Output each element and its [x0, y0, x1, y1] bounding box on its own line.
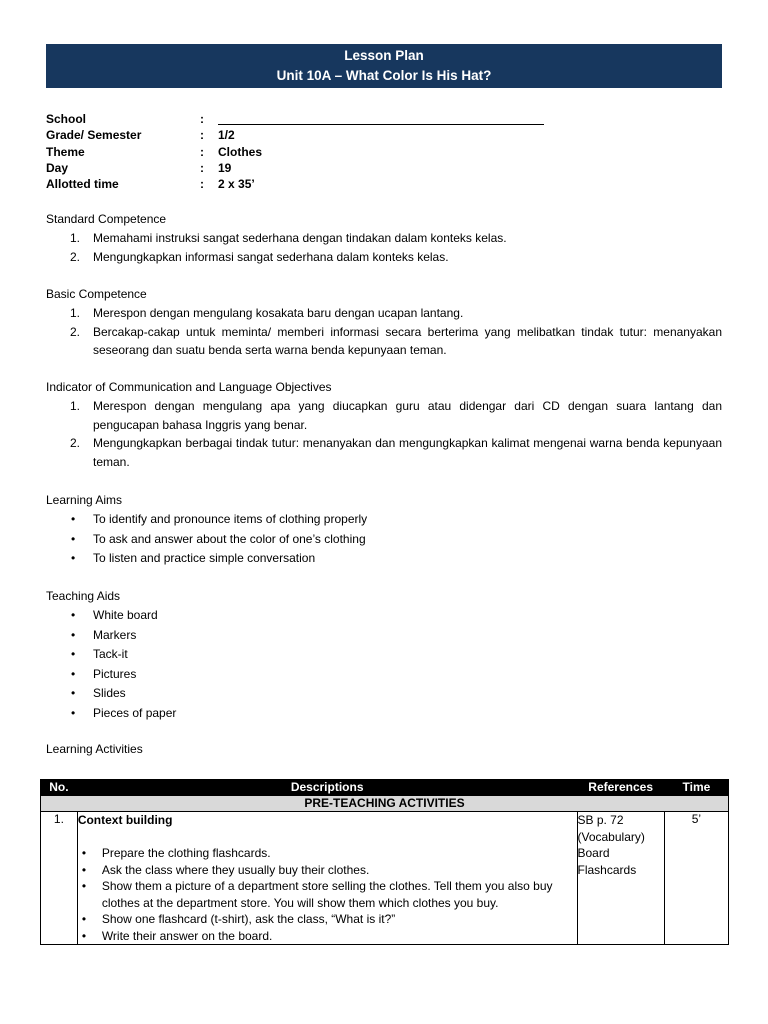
standard-competence-section [46, 210, 722, 266]
bullet-icon: • [81, 912, 87, 926]
bullet-icon: • [81, 928, 87, 943]
bullet-icon: • [81, 846, 87, 860]
info-value: 19 [218, 160, 232, 175]
list-text: Show one flashcard (t-shirt), ask the class, “What is it?” [101, 912, 396, 926]
info-colon: : [200, 128, 204, 143]
list-item [46, 645, 722, 665]
list-item [78, 911, 577, 928]
list-text: Merespon dengan mengulang apa yang diucapkan guru atau didengar dari CD dengan suara lantang dan pengucapan bahasa Inggris yang benar. [93, 399, 722, 432]
list-number: 1. [70, 306, 81, 320]
bullet-icon: • [71, 666, 76, 681]
info-label: Allotted time [46, 177, 119, 192]
reference-item: (Vocabulary) [577, 829, 645, 844]
info-block [46, 111, 566, 192]
info-colon: : [200, 144, 204, 159]
info-label: Grade/ Semester [46, 128, 142, 143]
bullet-icon: • [71, 512, 76, 526]
table-row [41, 812, 729, 945]
list-item [46, 530, 722, 550]
section-title: Learning Activities [46, 742, 143, 756]
activity-title: Context building [77, 813, 173, 827]
list-item [78, 845, 577, 862]
bullet-icon: • [71, 705, 76, 720]
list-text: Pictures [93, 666, 137, 681]
info-label: Theme [46, 144, 85, 159]
info-colon: : [200, 177, 204, 192]
bullet-icon: • [71, 531, 76, 546]
list-item [78, 862, 577, 879]
indicator-section [46, 378, 722, 471]
info-colon: : [200, 160, 204, 175]
list-item [46, 626, 722, 646]
header-no: No. [41, 780, 78, 796]
row-description [77, 812, 577, 945]
list-item [46, 606, 722, 626]
info-row-theme [46, 144, 566, 160]
list-text: Merespon dengan mengulang kosakata baru dengan ucapan lantang. [93, 306, 464, 320]
list-text: To listen and practice simple conversation [93, 551, 316, 565]
list-text: Markers [93, 627, 137, 642]
list-text: Memahami instruksi sangat sederhana dengan tindakan dalam konteks kelas. [93, 231, 507, 245]
list-item [46, 549, 722, 569]
header-time: Time [664, 780, 728, 796]
list-text: To ask and answer about the color of one’s clothing [93, 531, 366, 546]
pre-teaching-heading: PRE-TEACHING ACTIVITIES [41, 796, 729, 812]
list-text: Show them a picture of a department store selling the clothes. Tell them you also buy clothes at the department store. You will show them which clothes you buy. [101, 879, 553, 910]
section-title: Learning Aims [46, 493, 123, 507]
table-header-row [41, 780, 729, 796]
list-text: Slides [93, 686, 126, 700]
section-title: Teaching Aids [46, 589, 121, 603]
row-references [577, 812, 664, 945]
header-references: References [577, 780, 664, 796]
section-title: Standard Competence [46, 212, 167, 226]
list-text: Mengungkapkan berbagai tindak tutur: menanyakan dan mengungkapkan kalimat mengenai warna benda kepunyaan teman. [93, 436, 722, 469]
list-number: 2. [70, 324, 81, 339]
bullet-icon: • [71, 686, 76, 700]
list-item [46, 704, 722, 724]
info-label: School [46, 112, 87, 126]
list-item [46, 434, 722, 471]
doc-title: Lesson Plan [344, 48, 424, 63]
activity-steps [78, 845, 577, 944]
info-label: Day [46, 160, 69, 175]
reference-item: SB p. 72 [577, 813, 624, 827]
list-item [46, 229, 722, 248]
info-value: 1/2 [218, 128, 235, 143]
info-value: Clothes [218, 144, 263, 159]
section-row [41, 796, 729, 812]
row-time: 5’ [664, 812, 728, 945]
activities-table [40, 779, 729, 945]
info-row-time [46, 176, 566, 192]
list-number: 1. [70, 231, 81, 245]
list-number: 2. [70, 249, 81, 264]
list-item [78, 928, 577, 945]
list-item [78, 878, 577, 911]
list-text: Mengungkapkan informasi sangat sederhana dalam konteks kelas. [93, 249, 449, 264]
info-value: 2 x 35’ [218, 177, 255, 192]
bullet-icon: • [71, 627, 76, 642]
info-row-grade [46, 127, 566, 143]
unit-title: Unit 10A – What Color Is His Hat? [276, 68, 492, 83]
list-text: Write their answer on the board. [101, 928, 273, 943]
list-number: 1. [70, 399, 81, 413]
list-text: Ask the class where they usually buy their clothes. [101, 862, 370, 877]
list-text: To identify and pronounce items of clothing properly [93, 512, 368, 526]
basic-competence-section [46, 285, 722, 360]
info-colon: : [200, 112, 204, 126]
learning-activities-section [46, 740, 722, 759]
teaching-aids-section [46, 587, 722, 723]
list-text: Tack-it [93, 647, 128, 661]
bullet-icon: • [81, 862, 87, 877]
section-title: Basic Competence [46, 287, 147, 301]
list-item [46, 323, 722, 360]
info-row-day [46, 160, 566, 176]
school-blank-line [218, 124, 544, 125]
reference-item: Board [577, 846, 610, 860]
list-item [46, 304, 722, 323]
reference-item: Flashcards [577, 862, 637, 877]
bullet-icon: • [71, 647, 76, 661]
list-item [46, 397, 722, 434]
list-text: Prepare the clothing flashcards. [101, 846, 271, 860]
list-text: Pieces of paper [93, 705, 177, 720]
bullet-icon: • [71, 608, 76, 622]
list-item [46, 248, 722, 267]
list-item [46, 665, 722, 685]
list-item [46, 510, 722, 530]
list-number: 2. [70, 436, 81, 451]
list-item [46, 684, 722, 704]
header-descriptions: Descriptions [77, 780, 577, 796]
row-number: 1. [41, 812, 78, 945]
info-row-school [46, 111, 566, 127]
bullet-icon: • [71, 551, 76, 565]
list-text: Bercakap-cakap untuk meminta/ memberi informasi secara berterima yang melibatkan tindak tutur: menanyakan seseorang dan suatu benda serta warna benda kepunyaan teman. [93, 324, 722, 358]
title-banner [46, 44, 722, 88]
section-title: Indicator of Communication and Language Objectives [46, 380, 332, 394]
list-text: White board [93, 608, 158, 622]
learning-aims-section [46, 491, 722, 569]
bullet-icon: • [81, 879, 87, 893]
